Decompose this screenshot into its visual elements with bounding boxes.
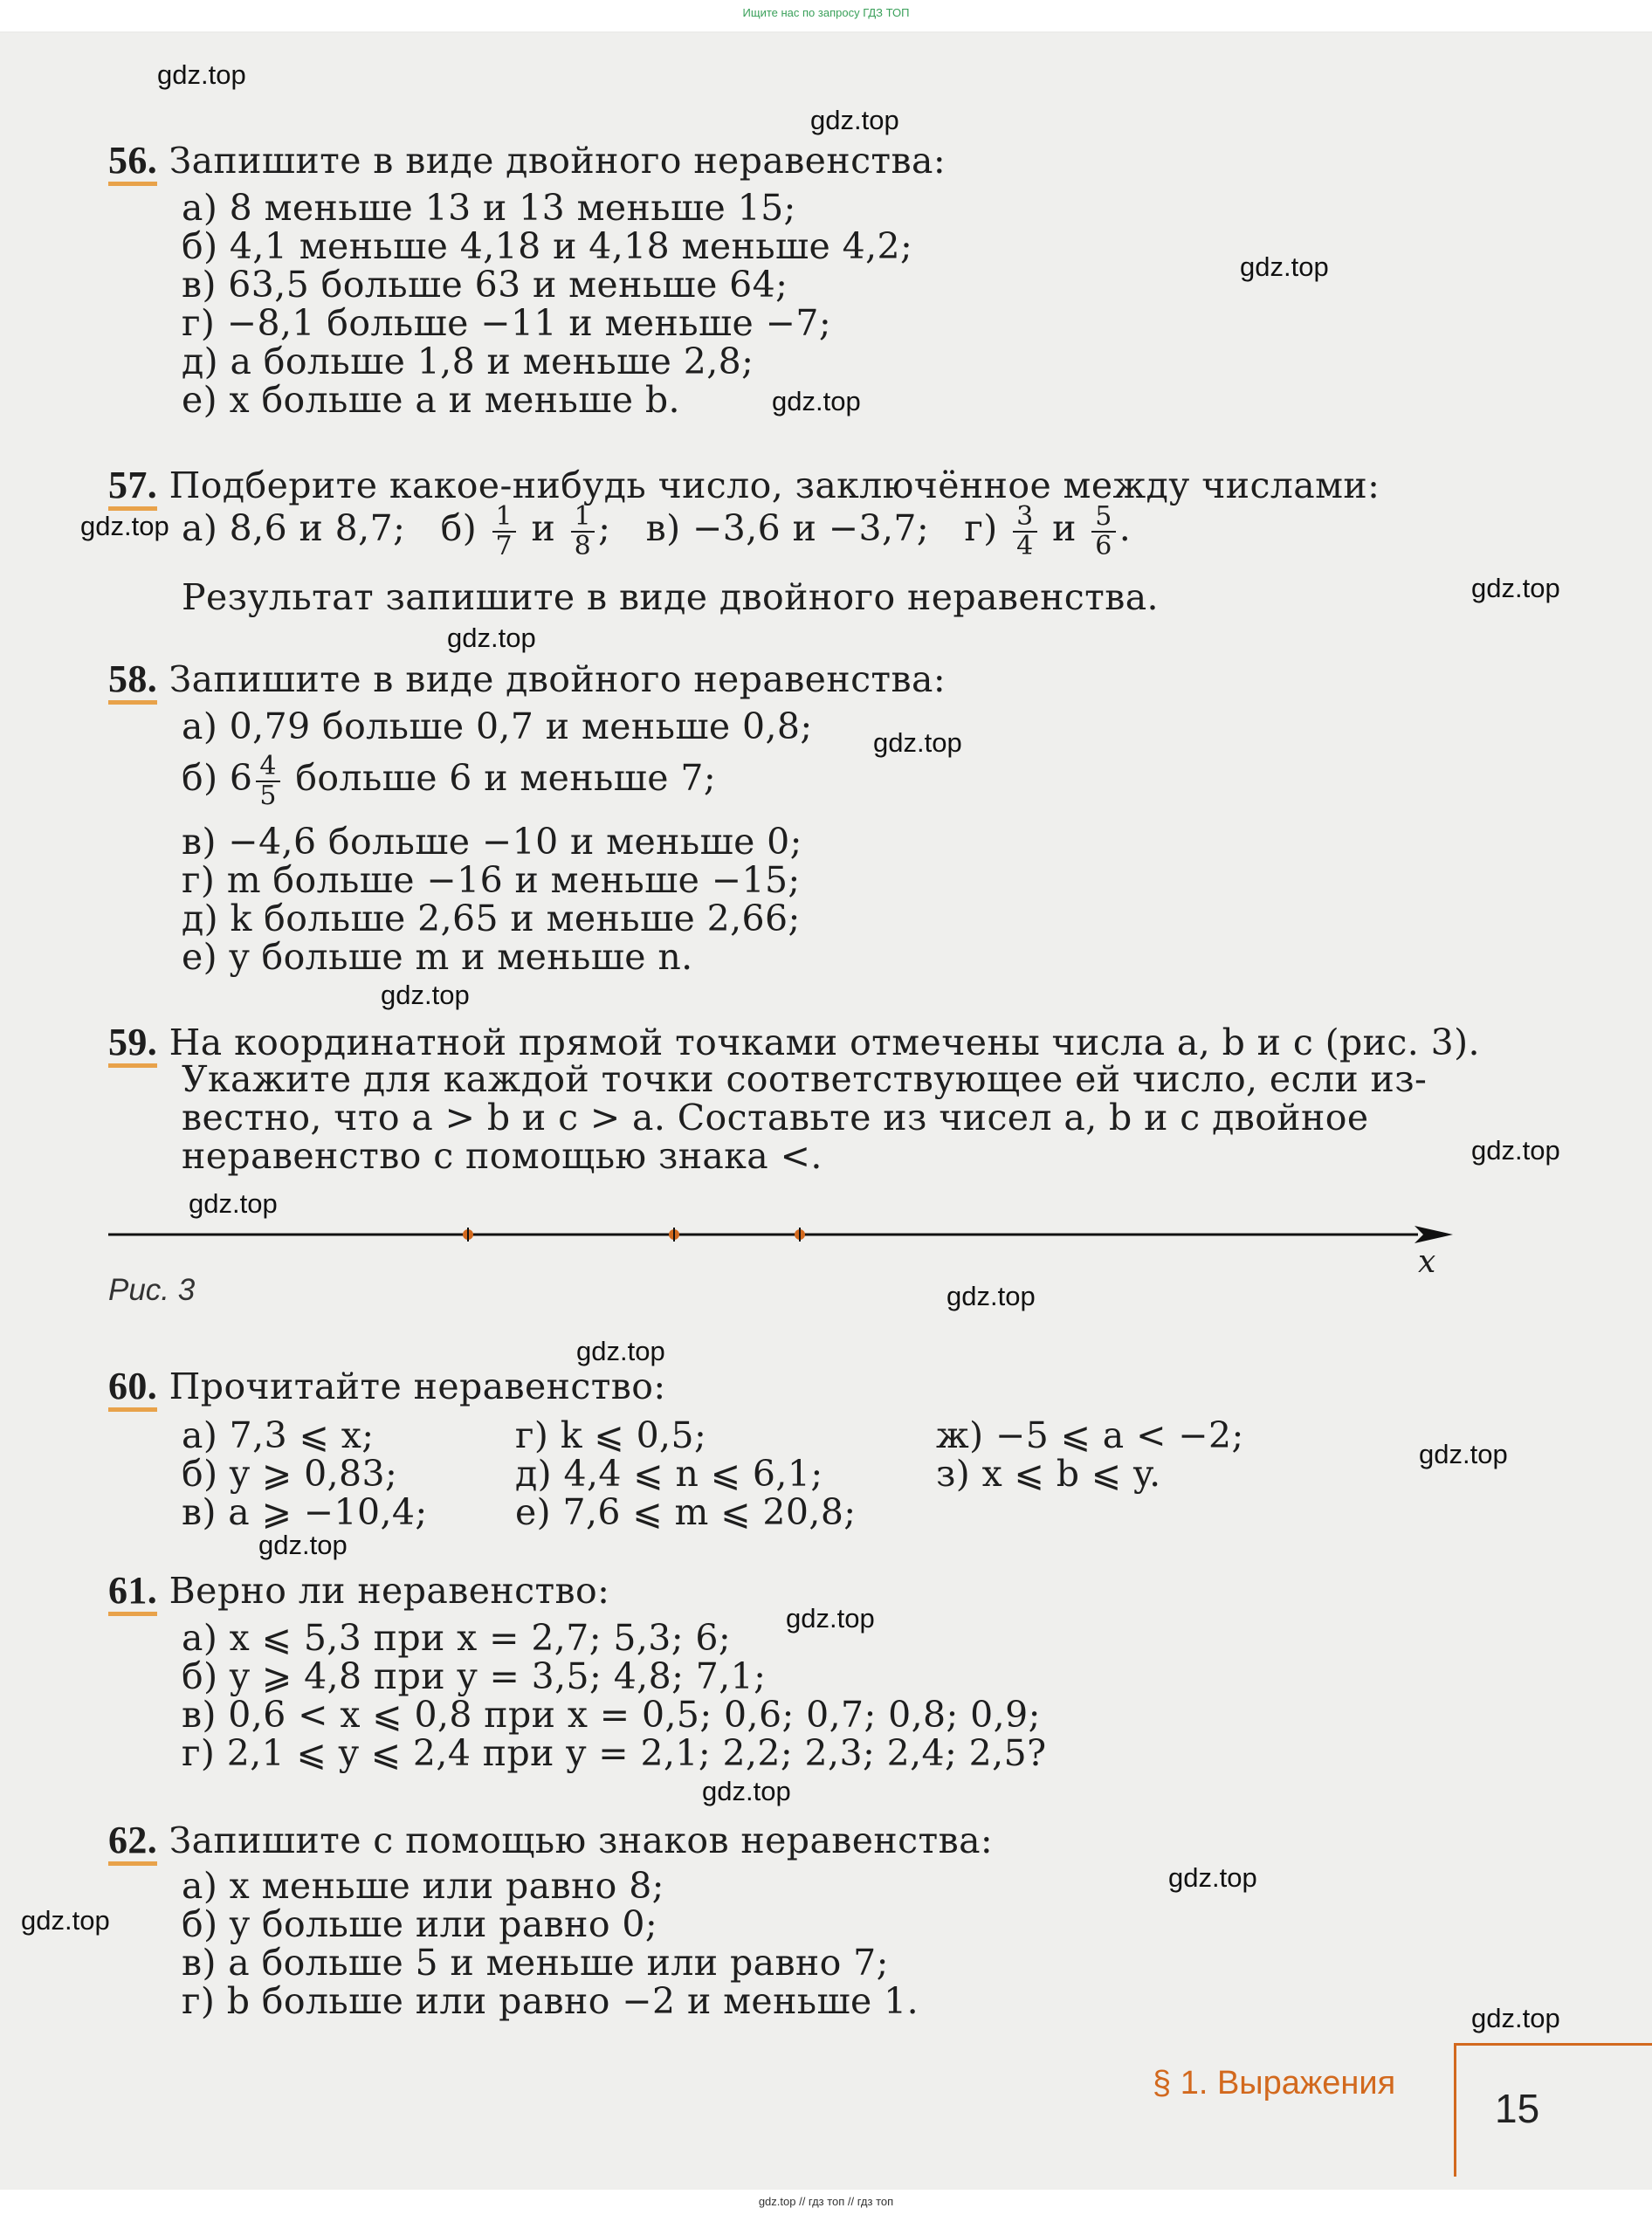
problem-58-item: г) m больше −16 и меньше −15; [182,859,801,901]
problem-59-line: вестно, что a > b и c > a. Составьте из чисел a, b и c двойное [182,1097,1369,1138]
problem-57-result: Результат запишите в виде двойного неравенства. [182,576,1159,618]
problem-58-item: в) −4,6 больше −10 и меньше 0; [182,821,802,863]
problem-61-item: в) 0,6 < x ⩽ 0,8 при x = 0,5; 0,6; 0,7; 0,8; 0,9; [182,1694,1041,1736]
problem-62-item: б) y больше или равно 0; [182,1903,658,1945]
watermark: gdz.top [1419,1439,1508,1469]
bottom-footer: gdz.top // гдз топ // гдз топ [0,2190,1652,2215]
axis-arrow [1415,1226,1453,1243]
problem-58-item: а) 0,79 больше 0,7 и меньше 0,8; [182,705,813,747]
problem-title-text: Запишите в виде двойного неравенства: [169,140,946,182]
problem-62-title [108,1821,993,1860]
problem-58-item: е) y больше m и меньше n. [182,936,693,978]
problem-61-item: а) x ⩽ 5,3 при x = 2,7; 5,3; 6; [182,1617,732,1659]
problem-60-cell: г) k ⩽ 0,5; [515,1414,707,1456]
problem-56-item: г) −8,1 больше −11 и меньше −7; [182,302,832,344]
fraction: $\frac{3}{4}$ [1013,503,1037,560]
problem-56-title [108,141,946,180]
figure-caption: Рис. 3 [108,1273,196,1307]
watermark: gdz.top [189,1188,278,1219]
watermark: gdz.top [810,105,899,135]
problem-60-title [108,1367,666,1406]
page-number: 15 [1495,2086,1540,2131]
problem-56-item: е) x больше a и меньше b. [182,379,680,421]
top-banner: Ищите нас по запросу ГДЗ ТОП [0,0,1652,31]
problem-title-text: Запишите в виде двойного неравенства: [169,658,946,700]
problem-62-item: г) b больше или равно −2 и меньше 1. [182,1980,919,2022]
problem-57-title [108,466,1380,505]
problem-58-item-b: б) 6 $\frac{4}{5}$ больше 6 и меньше 7; [182,751,717,811]
watermark: gdz.top [946,1281,1036,1311]
watermark: gdz.top [21,1905,110,1936]
problem-title-text: Подберите какое-нибудь число, заключённое между числами: [169,464,1380,506]
watermark: gdz.top [1471,573,1560,603]
problem-60-cell: в) a ⩾ −10,4; [182,1491,428,1533]
problem-60-cell: а) 7,3 ⩽ x; [182,1414,375,1456]
problem-number: 59. [108,1021,157,1068]
problem-title-text: Прочитайте неравенство: [169,1365,666,1407]
problem-57-options: а) 8,6 и 8,7; б) $\frac{1}{7}$ и $\frac{1}{8}$ ; в) −3,6 и −3,7; г) $\frac{3}{4}$ и $\frac{5}{6}$ . [182,501,1132,561]
section-title: § 1. Выражения [1153,2065,1396,2101]
problem-number: 56. [108,139,157,186]
problem-60-cell: ж) −5 ⩽ a < −2; [936,1414,1244,1456]
problem-61-title [108,1569,610,1612]
problem-title-text: Запишите с помощью знаков неравенства: [169,1819,994,1861]
watermark: gdz.top [772,386,861,416]
problem-56-item: в) 63,5 больше 63 и меньше 64; [182,264,788,306]
watermark: gdz.top [873,727,962,758]
problem-62-item: в) a больше 5 и меньше или равно 7; [182,1942,889,1984]
axis-label: x [1418,1244,1436,1280]
problem-56-item: б) 4,1 меньше 4,18 и 4,18 меньше 4,2; [182,225,913,267]
fraction: $\frac{4}{5}$ [256,753,280,809]
problem-61-item: б) y ⩾ 4,8 при y = 3,5; 4,8; 7,1; [182,1655,767,1697]
watermark: gdz.top [576,1336,665,1366]
problem-59-line: неравенство с помощью знака <. [182,1135,823,1177]
problem-60-cell: б) y ⩾ 0,83; [182,1453,398,1495]
watermark: gdz.top [1240,251,1329,282]
fraction: $\frac{1}{8}$ [571,503,595,560]
problem-58-item: д) k больше 2,65 и меньше 2,66; [182,898,801,939]
problem-60-cell: з) x ⩽ b ⩽ y. [936,1453,1161,1495]
watermark: gdz.top [1471,1135,1560,1166]
problem-number: 61. [108,1569,157,1616]
watermark: gdz.top [157,59,246,90]
watermark: gdz.top [1471,2003,1560,2033]
page-number-frame [1454,2043,1652,2177]
problem-56-item: а) 8 меньше 13 и 13 меньше 15; [182,187,796,229]
watermark: gdz.top [258,1530,348,1560]
problem-56-item: д) a больше 1,8 и меньше 2,8; [182,341,754,382]
option-b-label: б) [440,507,478,549]
watermark: gdz.top [381,980,470,1010]
problem-number: 62. [108,1819,157,1866]
problem-title-text: Верно ли неравенство: [169,1570,610,1612]
problem-59-line: 59. На координатной прямой точками отмечены числа a, b и c (рис. 3). [108,1023,1480,1062]
fraction: $\frac{5}{6}$ [1091,503,1116,560]
watermark: gdz.top [447,623,536,653]
problem-number: 58. [108,657,157,705]
problem-60-cell: д) 4,4 ⩽ n ⩽ 6,1; [515,1453,823,1495]
coordinate-line-figure [108,1205,1453,1280]
problem-58-title [108,657,946,700]
watermark: gdz.top [786,1603,875,1634]
watermark: gdz.top [80,511,169,541]
problem-60-cell: е) 7,6 ⩽ m ⩽ 20,8; [515,1491,857,1533]
problem-number: 57. [108,464,157,511]
option-a: а) 8,6 и 8,7; [182,507,406,549]
watermark: gdz.top [1168,1862,1257,1893]
watermark: gdz.top [702,1776,791,1806]
problem-number: 60. [108,1365,157,1412]
option-v: в) −3,6 и −3,7; [645,507,930,549]
option-g-label: г) [964,507,998,549]
fraction: $\frac{1}{7}$ [492,503,517,560]
problem-62-item: а) x меньше или равно 8; [182,1865,664,1907]
problem-59-line: Укажите для каждой точки соответствующее ей число, если из- [182,1058,1428,1100]
problem-61-item: г) 2,1 ⩽ y ⩽ 2,4 при y = 2,1; 2,2; 2,3; 2,4; 2,5? [182,1732,1047,1774]
